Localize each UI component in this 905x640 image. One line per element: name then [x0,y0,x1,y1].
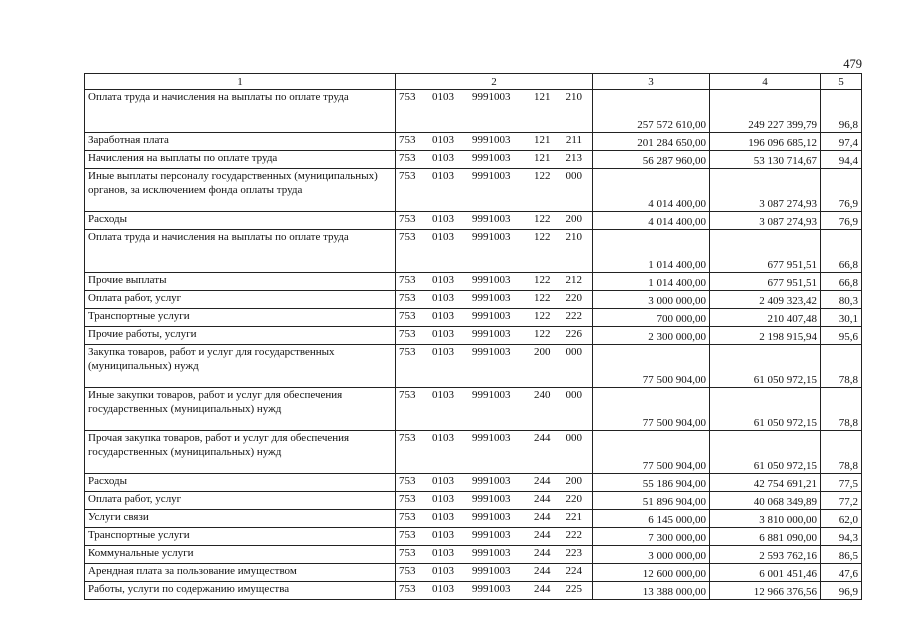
code-part-4: 240 [534,389,551,401]
table-row [85,133,862,151]
budget-execution-table [84,73,862,600]
executed-amount: 196 096 685,12 [710,133,821,151]
row-name: Оплата работ, услуг [85,291,396,309]
code-part-4: 121 [534,91,551,103]
planned-amount: 51 896 904,00 [593,492,710,510]
execution-percent: 62,0 [821,510,862,528]
planned-amount: 77 500 904,00 [593,345,710,388]
row-name: Оплата труда и начисления на выплаты по оплате труда [85,90,396,133]
code-part-4: 244 [534,493,551,505]
code-part-5: 224 [565,565,582,577]
table-body [85,90,862,600]
code-part-2: 0103 [432,152,454,164]
code-part-2: 0103 [432,91,454,103]
row-name: Оплата труда и начисления на выплаты по оплате труда [85,230,396,273]
code-part-3: 9991003 [472,346,511,358]
executed-amount: 12 966 376,56 [710,582,821,600]
row-name: Начисления на выплаты по оплате труда [85,151,396,169]
planned-amount: 6 145 000,00 [593,510,710,528]
row-name: Арендная плата за пользование имуществом [85,564,396,582]
execution-percent: 30,1 [821,309,862,327]
code-part-2: 0103 [432,389,454,401]
code-part-5: 225 [565,583,582,595]
code-part-3: 9991003 [472,134,511,146]
execution-percent: 76,9 [821,169,862,212]
execution-percent: 94,3 [821,528,862,546]
code-part-3: 9991003 [472,475,511,487]
code-part-3: 9991003 [472,493,511,505]
code-part-3: 9991003 [472,274,511,286]
execution-percent: 77,5 [821,474,862,492]
code-part-2: 0103 [432,346,454,358]
code-part-3: 9991003 [472,511,511,523]
executed-amount: 61 050 972,15 [710,388,821,431]
code-part-5: 211 [565,134,582,146]
code-part-5: 000 [565,170,582,182]
code-part-3: 9991003 [472,432,511,444]
table-row [85,309,862,327]
code-part-4: 244 [534,511,551,523]
row-codes [396,309,593,327]
row-codes [396,492,593,510]
table-row [85,169,862,212]
executed-amount: 40 068 349,89 [710,492,821,510]
code-part-2: 0103 [432,328,454,340]
code-part-5: 220 [565,493,582,505]
row-codes [396,230,593,273]
code-part-5: 223 [565,547,582,559]
table-row [85,546,862,564]
code-part-2: 0103 [432,274,454,286]
code-part-1: 753 [399,310,416,322]
code-part-5: 213 [565,152,582,164]
code-part-2: 0103 [432,292,454,304]
code-part-4: 244 [534,475,551,487]
row-codes [396,151,593,169]
row-codes [396,291,593,309]
table-row [85,492,862,510]
row-name: Оплата работ, услуг [85,492,396,510]
planned-amount: 3 000 000,00 [593,546,710,564]
execution-percent: 66,8 [821,273,862,291]
row-codes [396,327,593,345]
planned-amount: 12 600 000,00 [593,564,710,582]
code-part-3: 9991003 [472,529,511,541]
code-part-3: 9991003 [472,213,511,225]
code-part-5: 212 [565,274,582,286]
executed-amount: 6 881 090,00 [710,528,821,546]
code-part-2: 0103 [432,213,454,225]
code-part-4: 244 [534,547,551,559]
planned-amount: 700 000,00 [593,309,710,327]
planned-amount: 77 500 904,00 [593,388,710,431]
code-part-4: 121 [534,134,551,146]
execution-percent: 97,4 [821,133,862,151]
code-part-2: 0103 [432,511,454,523]
execution-percent: 47,6 [821,564,862,582]
code-part-3: 9991003 [472,583,511,595]
row-name: Услуги связи [85,510,396,528]
row-codes [396,90,593,133]
code-part-2: 0103 [432,170,454,182]
row-codes [396,474,593,492]
code-part-3: 9991003 [472,91,511,103]
code-part-2: 0103 [432,134,454,146]
row-name: Заработная плата [85,133,396,151]
executed-amount: 61 050 972,15 [710,431,821,474]
code-part-2: 0103 [432,432,454,444]
code-part-1: 753 [399,511,416,523]
code-part-1: 753 [399,91,416,103]
executed-amount: 677 951,51 [710,230,821,273]
row-codes [396,582,593,600]
code-part-3: 9991003 [472,231,511,243]
code-part-5: 000 [565,432,582,444]
code-part-4: 244 [534,583,551,595]
code-part-5: 222 [565,310,582,322]
planned-amount: 1 014 400,00 [593,230,710,273]
code-part-1: 753 [399,292,416,304]
code-part-1: 753 [399,547,416,559]
code-part-4: 122 [534,328,551,340]
planned-amount: 77 500 904,00 [593,431,710,474]
execution-percent: 95,6 [821,327,862,345]
code-part-5: 000 [565,389,582,401]
row-name: Транспортные услуги [85,528,396,546]
code-part-5: 200 [565,475,582,487]
table-row [85,151,862,169]
row-codes [396,546,593,564]
code-part-3: 9991003 [472,170,511,182]
row-name: Расходы [85,212,396,230]
code-part-5: 226 [565,328,582,340]
header-col-5: 5 [821,74,862,90]
execution-percent: 86,5 [821,546,862,564]
row-codes [396,345,593,388]
planned-amount: 4 014 400,00 [593,212,710,230]
row-name: Иные выплаты персоналу государственных (муниципальных) органов, за исключением фонда оплаты труда [85,169,396,212]
planned-amount: 257 572 610,00 [593,90,710,133]
table-row [85,528,862,546]
code-part-4: 122 [534,231,551,243]
row-codes [396,510,593,528]
planned-amount: 201 284 650,00 [593,133,710,151]
code-part-4: 122 [534,310,551,322]
execution-percent: 78,8 [821,388,862,431]
executed-amount: 42 754 691,21 [710,474,821,492]
code-part-1: 753 [399,152,416,164]
code-part-1: 753 [399,346,416,358]
code-part-2: 0103 [432,565,454,577]
table-row [85,273,862,291]
code-part-5: 210 [565,231,582,243]
row-name: Коммунальные услуги [85,546,396,564]
code-part-4: 122 [534,292,551,304]
executed-amount: 249 227 399,79 [710,90,821,133]
code-part-1: 753 [399,274,416,286]
table-row [85,212,862,230]
row-name: Иные закупки товаров, работ и услуг для обеспечения государственных (муниципальных) нужд [85,388,396,431]
executed-amount: 2 198 915,94 [710,327,821,345]
table-row [85,291,862,309]
code-part-1: 753 [399,529,416,541]
row-name: Транспортные услуги [85,309,396,327]
executed-amount: 677 951,51 [710,273,821,291]
executed-amount: 3 087 274,93 [710,169,821,212]
table-row [85,327,862,345]
executed-amount: 2 593 762,16 [710,546,821,564]
code-part-5: 222 [565,529,582,541]
row-name: Расходы [85,474,396,492]
planned-amount: 3 000 000,00 [593,291,710,309]
header-col-4: 4 [710,74,821,90]
code-part-3: 9991003 [472,328,511,340]
code-part-3: 9991003 [472,389,511,401]
code-part-5: 221 [565,511,582,523]
planned-amount: 4 014 400,00 [593,169,710,212]
execution-percent: 96,9 [821,582,862,600]
code-part-5: 000 [565,346,582,358]
code-part-4: 121 [534,152,551,164]
table-row [85,431,862,474]
code-part-1: 753 [399,170,416,182]
execution-percent: 76,9 [821,212,862,230]
row-codes [396,169,593,212]
code-part-1: 753 [399,328,416,340]
execution-percent: 77,2 [821,492,862,510]
code-part-2: 0103 [432,231,454,243]
code-part-4: 122 [534,274,551,286]
row-codes [396,273,593,291]
execution-percent: 78,8 [821,431,862,474]
code-part-1: 753 [399,583,416,595]
planned-amount: 2 300 000,00 [593,327,710,345]
row-codes [396,564,593,582]
code-part-3: 9991003 [472,547,511,559]
code-part-2: 0103 [432,547,454,559]
code-part-1: 753 [399,475,416,487]
table-row [85,510,862,528]
row-codes [396,388,593,431]
code-part-1: 753 [399,231,416,243]
table-row [85,582,862,600]
table-row [85,388,862,431]
table-row [85,90,862,133]
planned-amount: 56 287 960,00 [593,151,710,169]
row-name: Прочие работы, услуги [85,327,396,345]
code-part-4: 244 [534,565,551,577]
table-row [85,230,862,273]
code-part-1: 753 [399,493,416,505]
table-header-row [85,74,862,90]
planned-amount: 1 014 400,00 [593,273,710,291]
code-part-1: 753 [399,432,416,444]
execution-percent: 94,4 [821,151,862,169]
executed-amount: 210 407,48 [710,309,821,327]
row-name: Закупка товаров, работ и услуг для государственных (муниципальных) нужд [85,345,396,388]
executed-amount: 61 050 972,15 [710,345,821,388]
code-part-3: 9991003 [472,310,511,322]
page-number: 479 [843,57,862,71]
code-part-3: 9991003 [472,152,511,164]
code-part-2: 0103 [432,583,454,595]
code-part-2: 0103 [432,475,454,487]
code-part-4: 244 [534,529,551,541]
code-part-1: 753 [399,134,416,146]
code-part-1: 753 [399,213,416,225]
row-codes [396,528,593,546]
execution-percent: 66,8 [821,230,862,273]
code-part-2: 0103 [432,493,454,505]
row-codes [396,431,593,474]
code-part-3: 9991003 [472,292,511,304]
code-part-2: 0103 [432,529,454,541]
execution-percent: 80,3 [821,291,862,309]
executed-amount: 3 810 000,00 [710,510,821,528]
executed-amount: 6 001 451,46 [710,564,821,582]
code-part-4: 200 [534,346,551,358]
code-part-5: 220 [565,292,582,304]
code-part-1: 753 [399,565,416,577]
row-name: Прочая закупка товаров, работ и услуг для обеспечения государственных (муниципальных) нужд [85,431,396,474]
row-codes [396,212,593,230]
table-row [85,564,862,582]
row-name: Работы, услуги по содержанию имущества [85,582,396,600]
header-col-2: 2 [396,74,593,90]
row-name: Прочие выплаты [85,273,396,291]
row-codes [396,133,593,151]
code-part-2: 0103 [432,310,454,322]
executed-amount: 3 087 274,93 [710,212,821,230]
table-row [85,345,862,388]
planned-amount: 7 300 000,00 [593,528,710,546]
code-part-3: 9991003 [472,565,511,577]
code-part-4: 122 [534,213,551,225]
code-part-1: 753 [399,389,416,401]
planned-amount: 55 186 904,00 [593,474,710,492]
code-part-4: 122 [534,170,551,182]
execution-percent: 78,8 [821,345,862,388]
header-col-3: 3 [593,74,710,90]
planned-amount: 13 388 000,00 [593,582,710,600]
code-part-5: 200 [565,213,582,225]
executed-amount: 2 409 323,42 [710,291,821,309]
execution-percent: 96,8 [821,90,862,133]
header-col-1: 1 [85,74,396,90]
code-part-4: 244 [534,432,551,444]
table-row [85,474,862,492]
executed-amount: 53 130 714,67 [710,151,821,169]
code-part-5: 210 [565,91,582,103]
